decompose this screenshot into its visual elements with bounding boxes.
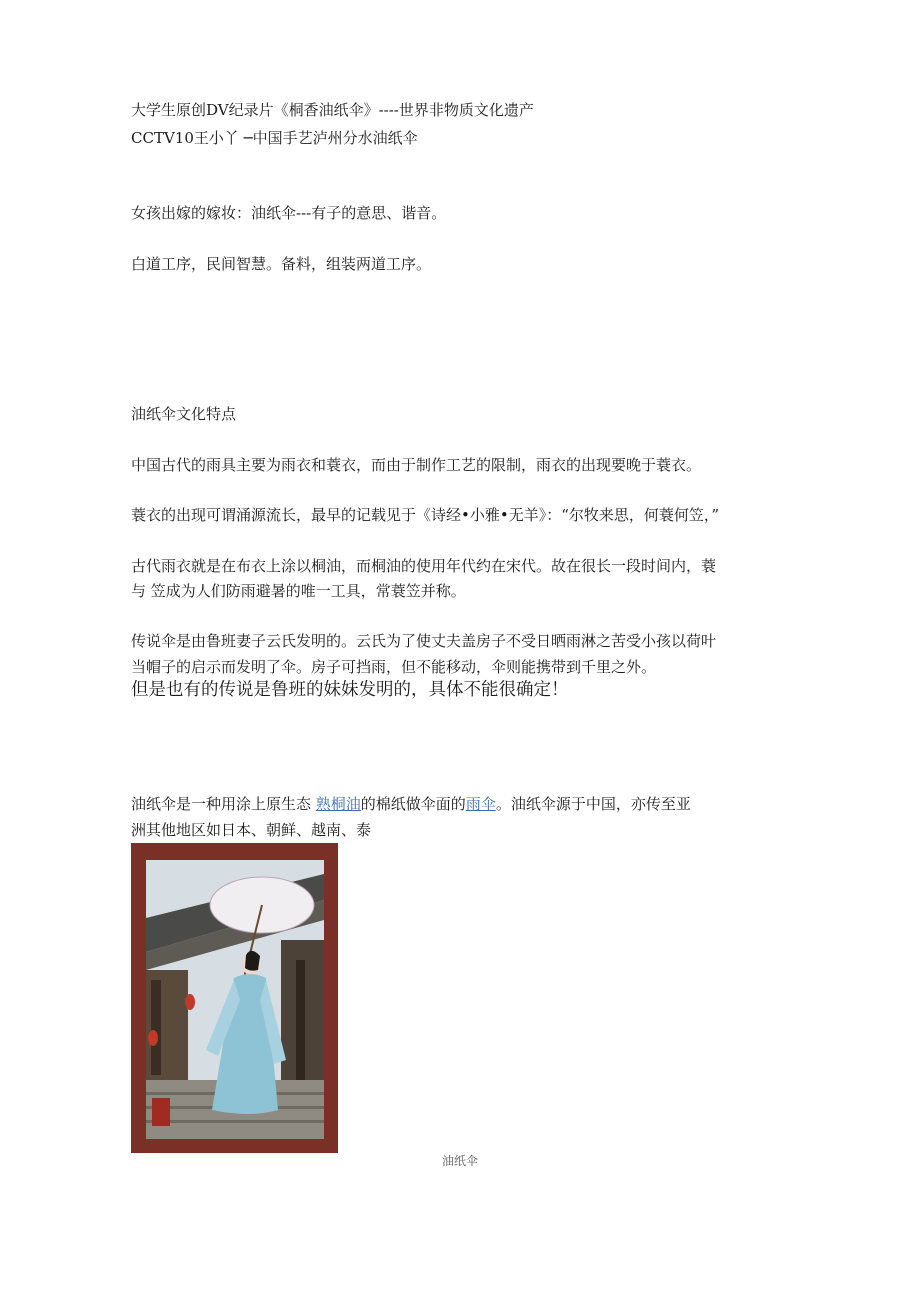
paragraph-straw-cape: 蓑衣的出现可谓涌源流长，最早的记载见于《诗经•小雅•无羊》：“尔牧来思，何蓑何笠，” <box>131 506 720 524</box>
title-line-1: 大学生原创DV纪录片《桐香油纸伞》----世界非物质文化遗产 <box>131 101 534 119</box>
intro-line-process: 白道工序，民间智慧。备料，组装两道工序。 <box>131 255 432 273</box>
link-tung-oil[interactable]: 熟桐油 <box>315 795 361 813</box>
link-umbrella[interactable]: 雨伞 <box>465 795 496 813</box>
definition-text-a: 油纸伞是一种用涂上原生态 <box>131 795 316 813</box>
definition-text-b: 的棉纸做伞面的 <box>360 795 466 813</box>
intro-line-dowry: 女孩出嫁的嫁妆：油纸伞---有子的意思、谐音。 <box>131 204 447 222</box>
section-heading: 油纸伞文化特点 <box>131 405 237 423</box>
definition-text-c: 。油纸伞源于中国，亦传至亚 <box>495 795 691 813</box>
paragraph-tung-oil-line-2: 与 笠成为人们防雨避暑的唯一工具，常蓑笠并称。 <box>131 582 466 600</box>
image-caption: 油纸伞 <box>441 1154 478 1168</box>
paragraph-legend-line-3: 但是也有的传说是鲁班的妹妹发明的，具体不能很确定！ <box>131 680 569 700</box>
title-line-2: CCTV10王小丫 ─中国手艺泸州分水油纸伞 <box>131 129 418 147</box>
photo-scene <box>146 860 324 1139</box>
photo-illustration <box>146 860 324 1139</box>
definition-line-2: 洲其他地区如日本、朝鲜、越南、泰 <box>131 821 372 839</box>
paragraph-tung-oil-line-1: 古代雨衣就是在布衣上涂以桐油，而桐油的使用年代约在宋代。故在很长一段时间内，蓑 <box>131 557 717 575</box>
paragraph-legend-line-2: 当帽子的启示而发明了伞。房子可挡雨，但不能移动，伞则能携带到千里之外。 <box>131 658 657 676</box>
paragraph-legend-line-1: 传说伞是由鲁班妻子云氏发明的。云氏为了使丈夫盖房子不受日晒雨淋之苦受小孩以荷叶 <box>131 632 717 650</box>
oil-paper-umbrella-photo <box>131 843 338 1153</box>
definition-line-1 <box>131 794 691 814</box>
paragraph-rainwear: 中国古代的雨具主要为雨衣和蓑衣，而由于制作工艺的限制，雨衣的出现要晚于蓑衣。 <box>131 456 702 474</box>
